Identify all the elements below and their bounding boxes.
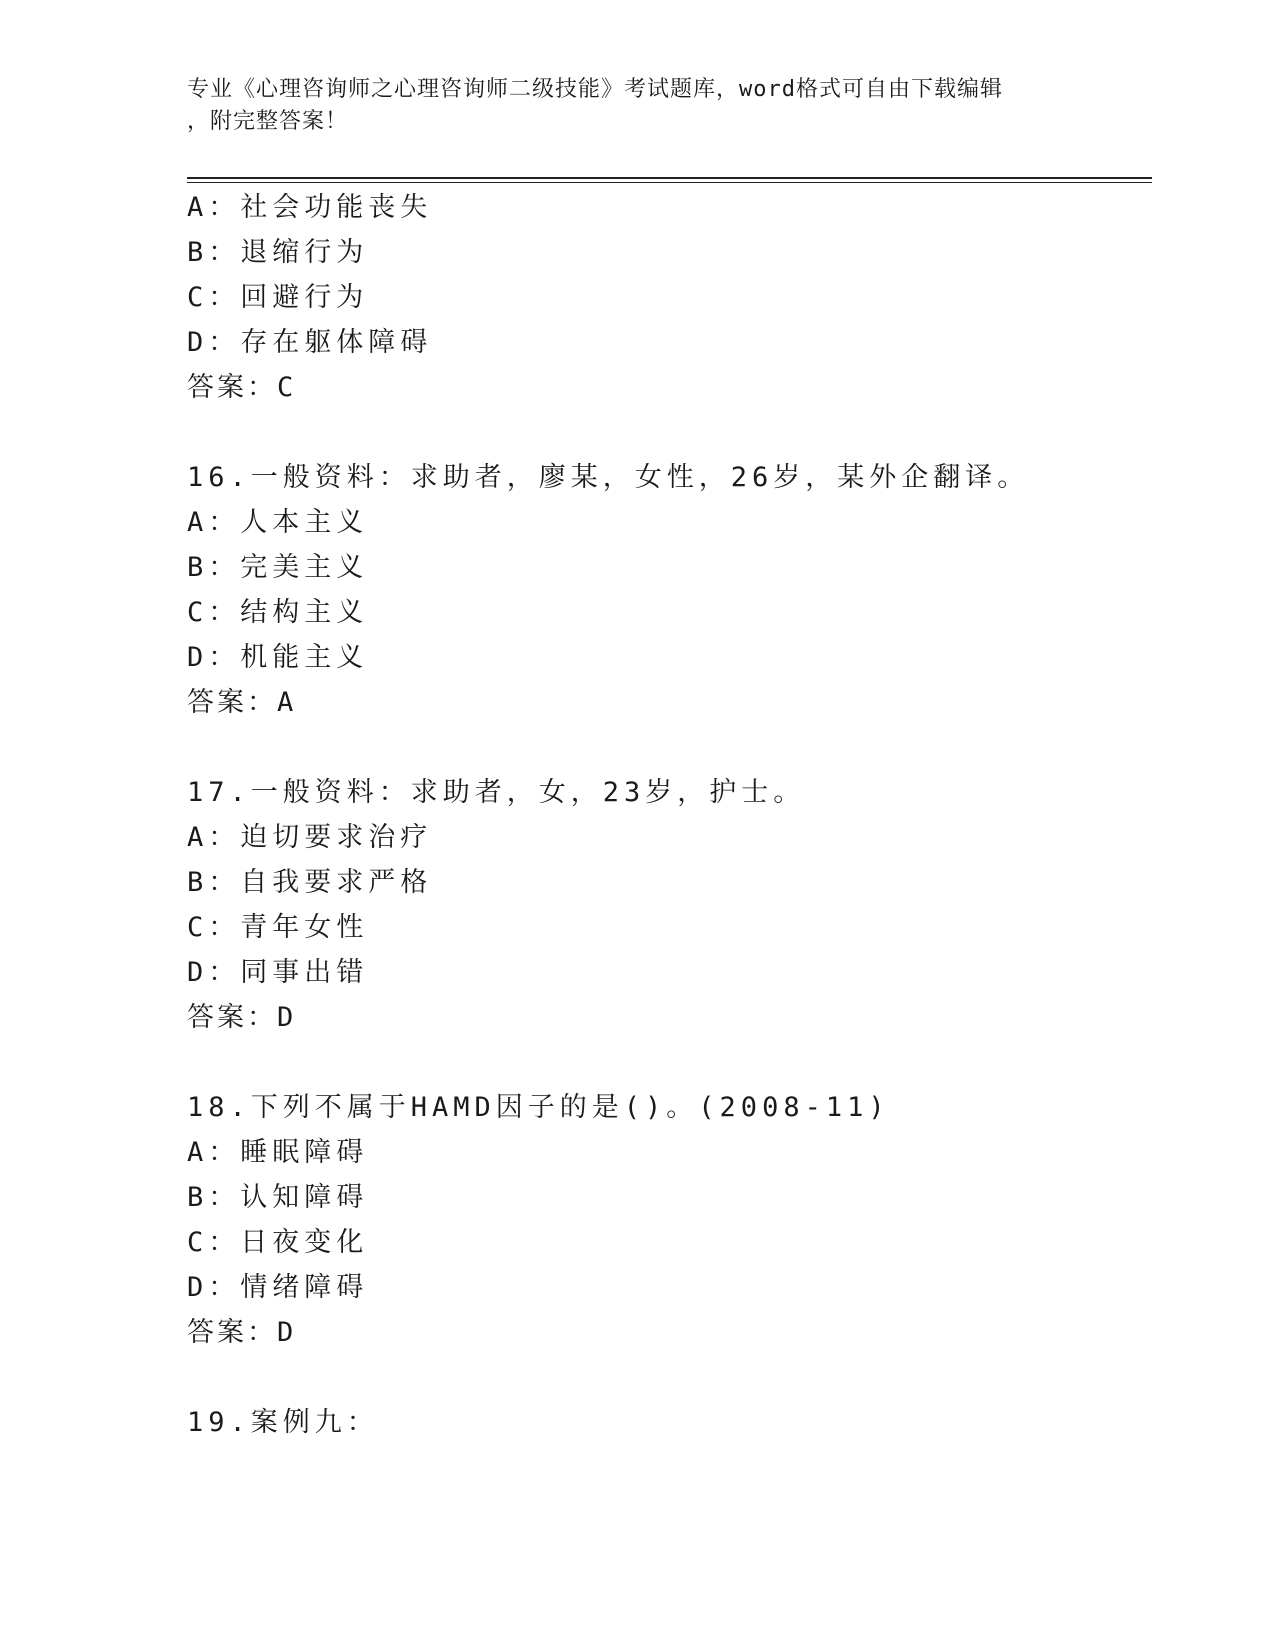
question-19-stem: 19.案例九：	[187, 1407, 379, 1438]
option-b: B：退缩行为	[187, 237, 369, 268]
option-c: C：青年女性	[187, 912, 369, 943]
option-d: D：存在躯体障碍	[187, 327, 433, 358]
option-b: B：自我要求严格	[187, 867, 433, 898]
option-d: D：情绪障碍	[187, 1272, 369, 1303]
header-divider-top	[187, 177, 1152, 179]
option-a: A：睡眠障碍	[187, 1137, 369, 1168]
question-17-stem: 17.一般资料：求助者，女，23岁，护士。	[187, 777, 806, 808]
answer: 答案：D	[187, 1002, 297, 1033]
option-a: A：社会功能丧失	[187, 192, 433, 223]
answer: 答案：A	[187, 687, 297, 718]
question-16-stem: 16.一般资料：求助者，廖某，女性，26岁，某外企翻译。	[187, 462, 1030, 493]
header-line-1: 专业《心理咨询师之心理咨询师二级技能》考试题库，word格式可自由下载编辑	[187, 77, 1003, 102]
option-b: B：认知障碍	[187, 1182, 369, 1213]
option-d: D：机能主义	[187, 642, 369, 673]
option-c: C：结构主义	[187, 597, 369, 628]
option-a: A：迫切要求治疗	[187, 822, 433, 853]
option-d: D：同事出错	[187, 957, 369, 988]
answer: 答案：D	[187, 1317, 297, 1348]
option-c: C：日夜变化	[187, 1227, 369, 1258]
option-b: B：完美主义	[187, 552, 369, 583]
document-header	[187, 74, 1067, 138]
option-a: A：人本主义	[187, 507, 369, 538]
question-18-stem: 18.下列不属于HAMD因子的是()。(2008-11)	[187, 1092, 890, 1123]
answer: 答案：C	[187, 372, 297, 403]
header-divider-bottom	[187, 182, 1152, 183]
option-c: C：回避行为	[187, 282, 369, 313]
header-line-2: ，附完整答案！	[187, 109, 349, 134]
